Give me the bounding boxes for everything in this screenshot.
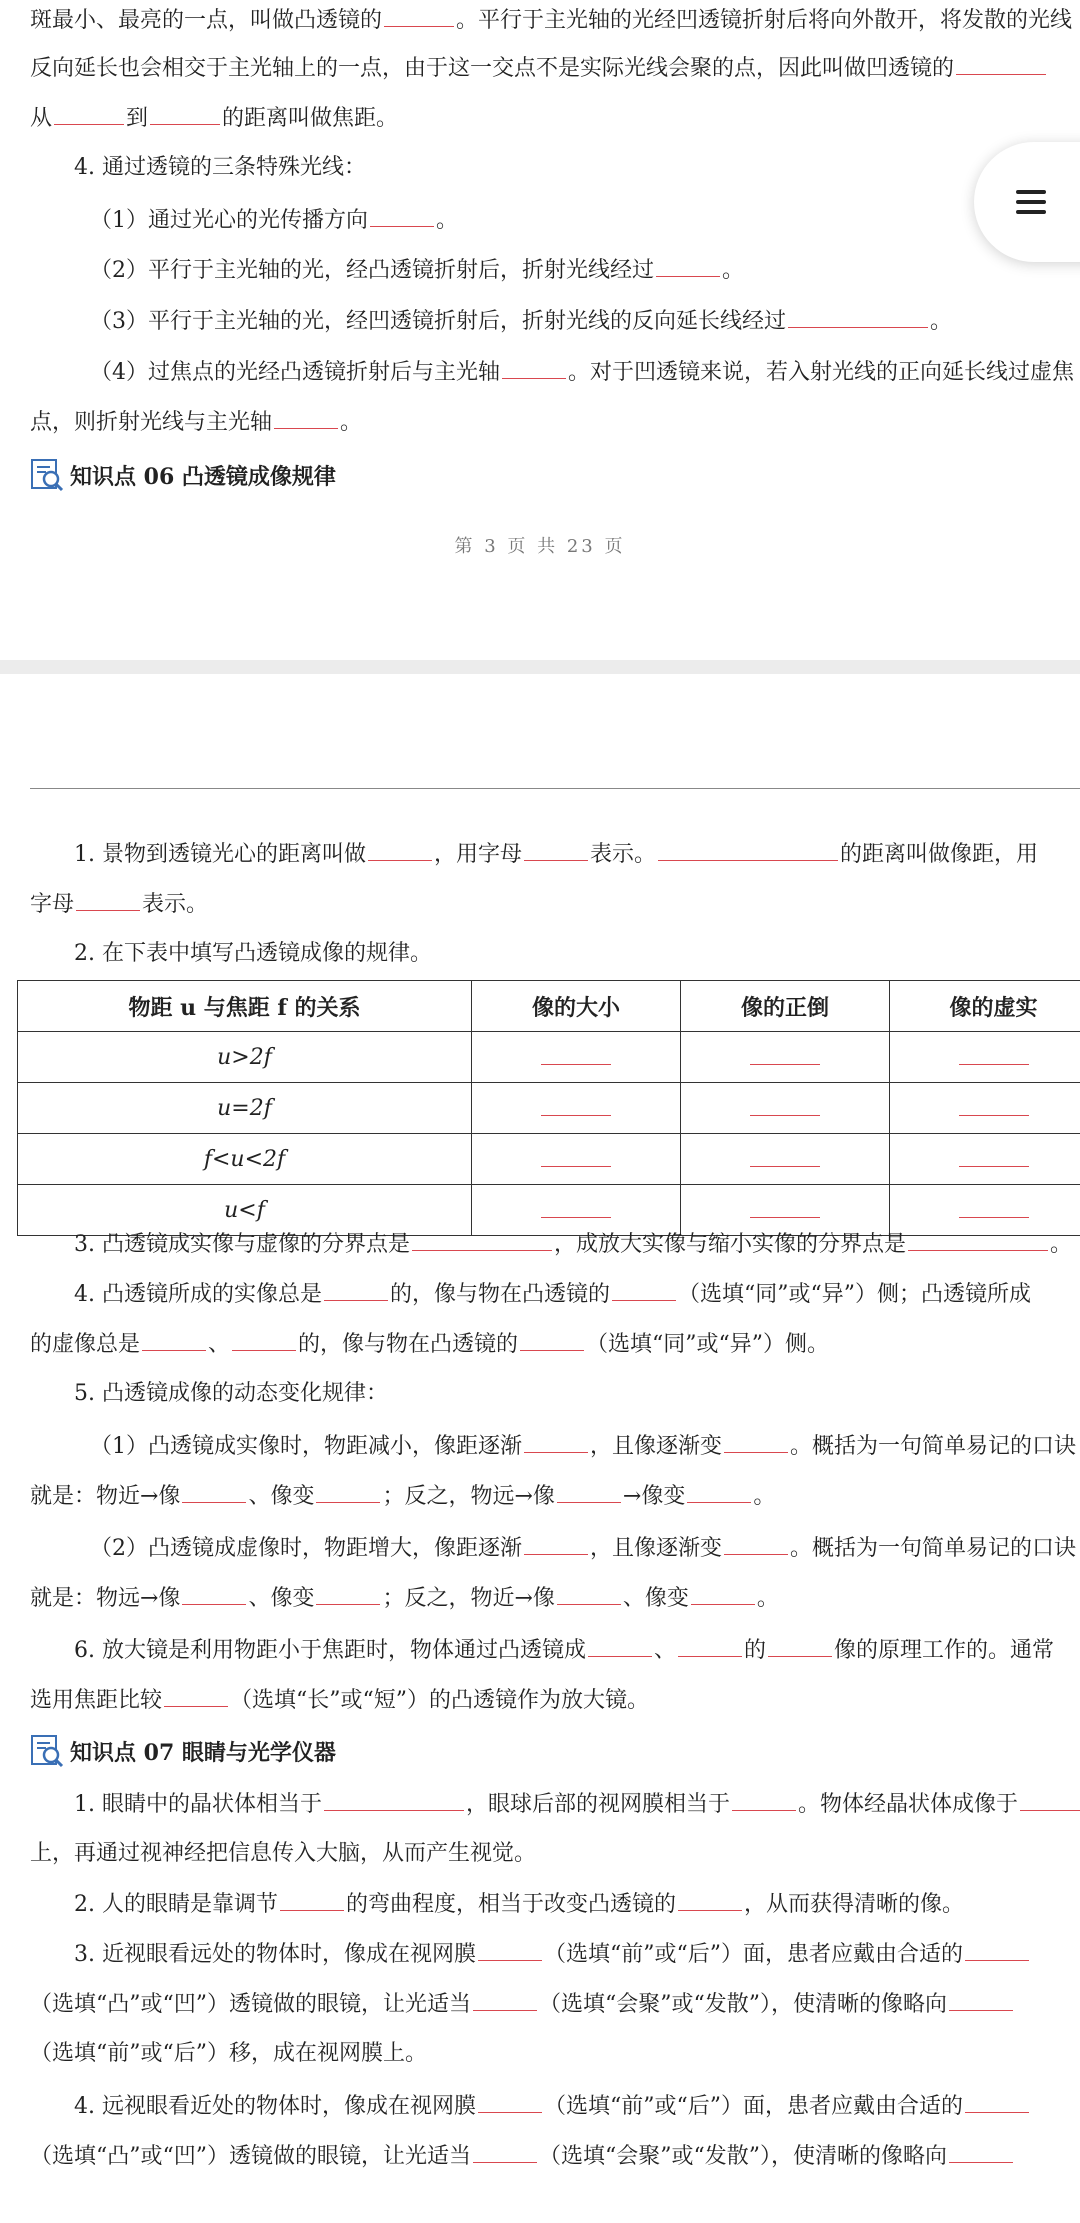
table-row	[18, 1032, 1080, 1083]
table-header-row	[18, 981, 1080, 1032]
magnifier-document-icon	[30, 1734, 64, 1768]
fill-blank	[959, 1095, 1029, 1116]
text-line: 反向延长也会相交于主光轴上的一点，由于这一交点不是实际光线会聚的点，因此叫做凹透镜的	[30, 50, 1048, 87]
menu-button[interactable]	[974, 142, 1080, 262]
text-line: 2. 在下表中填写凸透镜成像的规律。	[74, 941, 432, 966]
text-line: 4. 通过透镜的三条特殊光线：	[74, 155, 366, 180]
page-separator	[0, 660, 1080, 674]
text-line: （3）平行于主光轴的光，经凹透镜折射后，折射光线的反向延长线经过 。	[90, 303, 952, 340]
fill-blank	[541, 1044, 611, 1065]
text-line: 斑最小、最亮的一点，叫做凸透镜的 。平行于主光轴的光经凹透镜折射后将向外散开，将发散的光线	[30, 2, 1072, 39]
table-header: 像的虚实	[890, 981, 1080, 1032]
table-header: 像的正倒	[681, 981, 890, 1032]
text-line: （1）通过光心的光传播方向 。	[90, 202, 458, 239]
section-heading-label: 知识点 07 眼睛与光学仪器	[70, 1739, 336, 1766]
text-line: 3. 凸透镜成实像与虚像的分界点是 ，成放大实像与缩小实像的分界点是 。	[74, 1226, 1072, 1263]
page-3	[0, 0, 1080, 660]
fill-blank	[750, 1146, 820, 1167]
text-line: 点，则折射光线与主光轴 。	[30, 404, 362, 441]
fill-blank	[750, 1095, 820, 1116]
text-line: 5. 凸透镜成像的动态变化规律：	[74, 1381, 388, 1406]
text-line: 就是：物近→像 、像变 ；反之，物远→像 →像变 。	[30, 1478, 775, 1515]
text-line: 从 到 的距离叫做焦距。	[30, 100, 398, 137]
text-line: 的虚像总是 、 的，像与物在凸透镜的 （选填“同”或“异”）侧。	[30, 1326, 829, 1363]
text-line: （选填“前”或“后”）移，成在视网膜上。	[30, 2041, 427, 2066]
table-cell: f<u<2f	[18, 1134, 472, 1185]
section-heading-label: 知识点 06 凸透镜成像规律	[70, 463, 336, 490]
text-line: 选用焦距比较 （选填“长”或“短”）的凸透镜作为放大镜。	[30, 1682, 649, 1719]
text-line: （2）凸透镜成虚像时，物距增大，像距逐渐 ，且像逐渐变 。概括为一句简单易记的口诀	[90, 1530, 1076, 1567]
fill-blank	[541, 1197, 611, 1218]
fill-blank	[959, 1146, 1029, 1167]
page-4	[0, 674, 1080, 2223]
fill-blank	[959, 1044, 1029, 1065]
header-rule	[30, 788, 1080, 789]
table-header: 物距 u 与焦距 f 的关系	[18, 981, 472, 1032]
text-line: 4. 凸透镜所成的实像总是 的，像与物在凸透镜的 （选填“同”或“异”）侧；凸透镜所成	[74, 1276, 1031, 1313]
magnifier-document-icon	[30, 458, 64, 492]
text-line: 4. 远视眼看近处的物体时，像成在视网膜 （选填“前”或“后”）面，患者应戴由合适的	[74, 2088, 1031, 2125]
fill-blank	[959, 1197, 1029, 1218]
table-cell: u<f	[18, 1185, 472, 1236]
fill-blank	[750, 1197, 820, 1218]
section-heading-07	[30, 1734, 336, 1768]
fill-blank	[541, 1146, 611, 1167]
table-row	[18, 1083, 1080, 1134]
hamburger-icon	[1016, 184, 1046, 220]
table-cell: u=2f	[18, 1083, 472, 1134]
fill-blank	[541, 1095, 611, 1116]
text-line: 1. 眼睛中的晶状体相当于 ，眼球后部的视网膜相当于 。物体经晶状体成像于	[74, 1786, 1080, 1823]
section-heading-06	[30, 458, 336, 492]
text-line: 字母 表示。	[30, 886, 208, 923]
imaging-rules-table	[17, 980, 1080, 1236]
text-line: （1）凸透镜成实像时，物距减小，像距逐渐 ，且像逐渐变 。概括为一句简单易记的口诀	[90, 1428, 1076, 1465]
text-line: 就是：物远→像 、像变 ；反之，物近→像 、像变 。	[30, 1580, 779, 1617]
table-row	[18, 1134, 1080, 1185]
text-line: 3. 近视眼看远处的物体时，像成在视网膜 （选填“前”或“后”）面，患者应戴由合适的	[74, 1936, 1031, 1973]
text-line: 6. 放大镜是利用物距小于焦距时，物体通过凸透镜成 、 的 像的原理工作的。通常	[74, 1632, 1054, 1669]
table-header: 像的大小	[472, 981, 681, 1032]
table-cell: u>2f	[18, 1032, 472, 1083]
text-line: （2）平行于主光轴的光，经凸透镜折射后，折射光线经过 。	[90, 252, 744, 289]
text-line: 2. 人的眼睛是靠调节 的弯曲程度，相当于改变凸透镜的 ，从而获得清晰的像。	[74, 1886, 964, 1923]
text-line: （选填“凸”或“凹”）透镜做的眼镜，让光适当 （选填“会聚”或“发散”），使清晰的像略向	[30, 2138, 1015, 2175]
text-line: 上，再通过视神经把信息传入大脑，从而产生视觉。	[30, 1841, 537, 1866]
text-line: （4）过焦点的光经凸透镜折射后与主光轴 。对于凹透镜来说，若入射光线的正向延长线过虚焦	[90, 354, 1074, 391]
text-line: 1. 景物到透镜光心的距离叫做 ，用字母 表示。 的距离叫做像距，用	[74, 836, 1038, 873]
page-footer: 第 3 页 共 23 页	[454, 536, 626, 557]
text-line: （选填“凸”或“凹”）透镜做的眼镜，让光适当 （选填“会聚”或“发散”），使清晰的像略向	[30, 1986, 1015, 2023]
fill-blank	[750, 1044, 820, 1065]
